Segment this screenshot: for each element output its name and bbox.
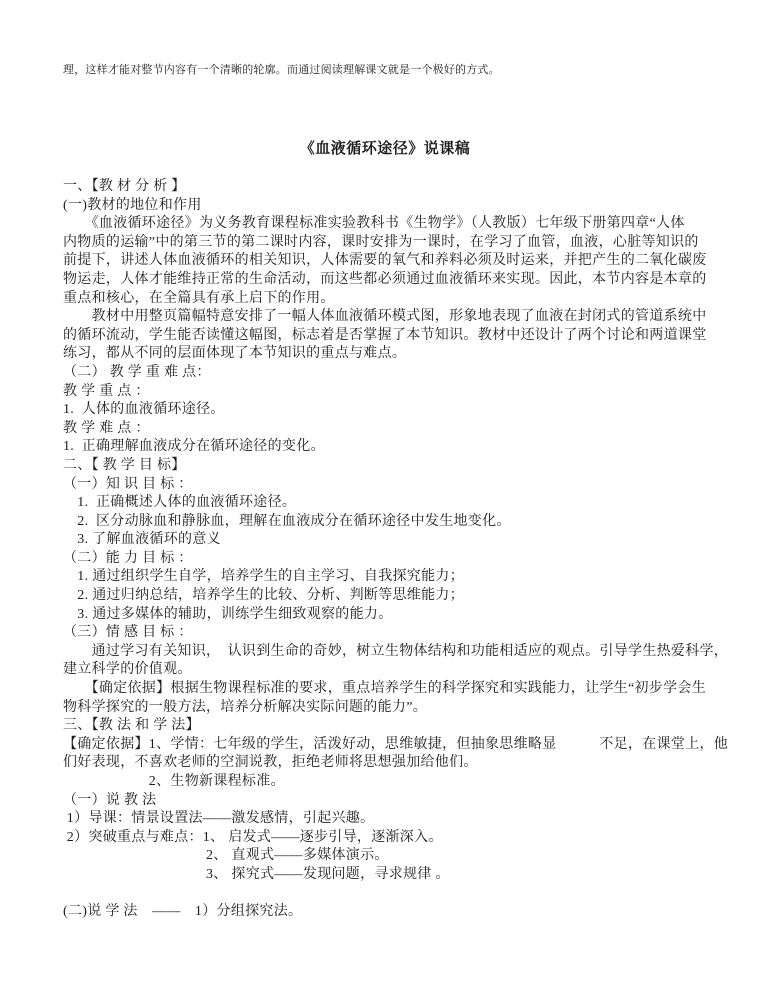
text-line: （二） 教 学 重 难 点： <box>63 364 211 380</box>
text-line: 练习，都从不同的层面体现了本节知识的重点与难点。 <box>63 346 407 362</box>
text-line: 建立科学的价值观。 <box>63 662 192 678</box>
text-line: 【确定依据】根据生物课程标准的要求，重点培养学生的科学探究和实践能力，让学生“初步学会生 <box>63 681 707 697</box>
text-line: 物科学探究的一般方法，培养分析解决实际问题的能力”。 <box>63 699 428 715</box>
text-line: 2、生物新课程标准。 <box>63 774 285 789</box>
text-line: 1. 人体的血液循环途径。 <box>63 402 225 418</box>
text-line: 3. 通过多媒体的辅助，训练学生细致观察的能力。 <box>63 606 393 622</box>
text-line: 3. 了解血液循环的意义 <box>63 532 221 548</box>
blank-line <box>63 885 730 904</box>
text-line: 2. 区分动脉血和静脉血，理解在血液成分在循环途径中发生地变化。 <box>63 513 511 529</box>
text-line: 通过学习有关知识， 认识到生命的奇妙，树立生物体结构和功能相适应的观点。引导学生热爱科学， <box>63 643 729 659</box>
document-body <box>63 178 730 922</box>
text-line: (二)说 学 法 —— 1）分组探究法。 <box>63 904 303 920</box>
text-line: 《血液循环途径》为义务教育课程标准实验教科书《生物学》（人教版）七年级下册第四章“人体 <box>63 216 685 232</box>
text-line: 教 学 重 点 ： <box>63 383 150 399</box>
text-line: 物运走，人体才能维持正常的生命活动，而这些都必须通过血液循环来实现。因此，本节内容是本章的 <box>63 271 707 287</box>
text-line: 1）导课：情景设置法——激发感情，引起兴趣。 <box>63 811 375 827</box>
text-line: （一）知 识 目 标 ： <box>63 476 193 492</box>
text-line: （三）情 感 目 标 ： <box>63 625 193 641</box>
text-line: 教材中用整页篇幅特意安排了一幅人体血液循环模式图，形象地表现了血液在封闭式的管道系统中 <box>63 309 707 325</box>
text-line: 内物质的运输”中的第三节的第二课时内容，课时安排为一课时，在学习了血管，血液，心脏等知识的 <box>63 234 699 250</box>
text-line: 【确定依据】1、学情：七年级的学生，活泼好动，思维敏捷，但抽象思维略显 不足，在课堂上，他 <box>63 736 729 752</box>
text-line: 们好表现，不喜欢老师的空洞说教，拒绝老师将思想强加给他们。 <box>63 755 478 771</box>
document-title: 《血液循环途径》说课稿 <box>299 141 471 157</box>
text-line: 的循环流动，学生能否读懂这幅图，标志着是否掌握了本节知识。教材中还设计了两个讨论和两道课堂 <box>63 327 707 343</box>
text-line: 1. 通过组织学生自学，培养学生的自主学习、自我探究能力； <box>63 569 464 585</box>
text-line: 2、 直观式——多媒体演示。 <box>63 848 389 864</box>
text-line: （二）能 力 目 标 ： <box>63 550 193 566</box>
text-line: （一）说 教 法 <box>63 792 157 808</box>
text-line: 2. 通过归纳总结，培养学生的比较、分析、判断等思维能力； <box>63 588 464 604</box>
text-line: 一、【教 材 分 析 】 <box>63 179 186 194</box>
previous-section-fragment: 理，这样才能对整节内容有一个清晰的轮廓。而通过阅读理解课文就是一个极好的方式。 <box>63 64 500 76</box>
text-line: 三、【教 法 和 学 法】 <box>63 718 200 734</box>
text-line: 1. 正确概述人体的血液循环途径。 <box>63 495 297 511</box>
text-line: 2）突破重点与难点：1、 启发式——逐步引导，逐渐深入。 <box>63 829 443 845</box>
text-line: 教 学 难 点 ： <box>63 420 150 436</box>
text-line: 二、【 教 学 目 标】 <box>63 457 186 473</box>
text-line: (一)教材的地位和作用 <box>63 197 202 213</box>
text-line: 1. 正确理解血液成分在循环途径的变化。 <box>63 439 325 455</box>
text-line: 前提下，讲述人体血液循环的相关知识，人体需要的氧气和养料必须及时运来，并把产生的二氧化碳废 <box>63 253 707 269</box>
text-line: 重点和核心，在全篇具有承上启下的作用。 <box>63 290 335 306</box>
text-line: 3、 探究式——发现问题，寻求规律 。 <box>63 866 450 882</box>
